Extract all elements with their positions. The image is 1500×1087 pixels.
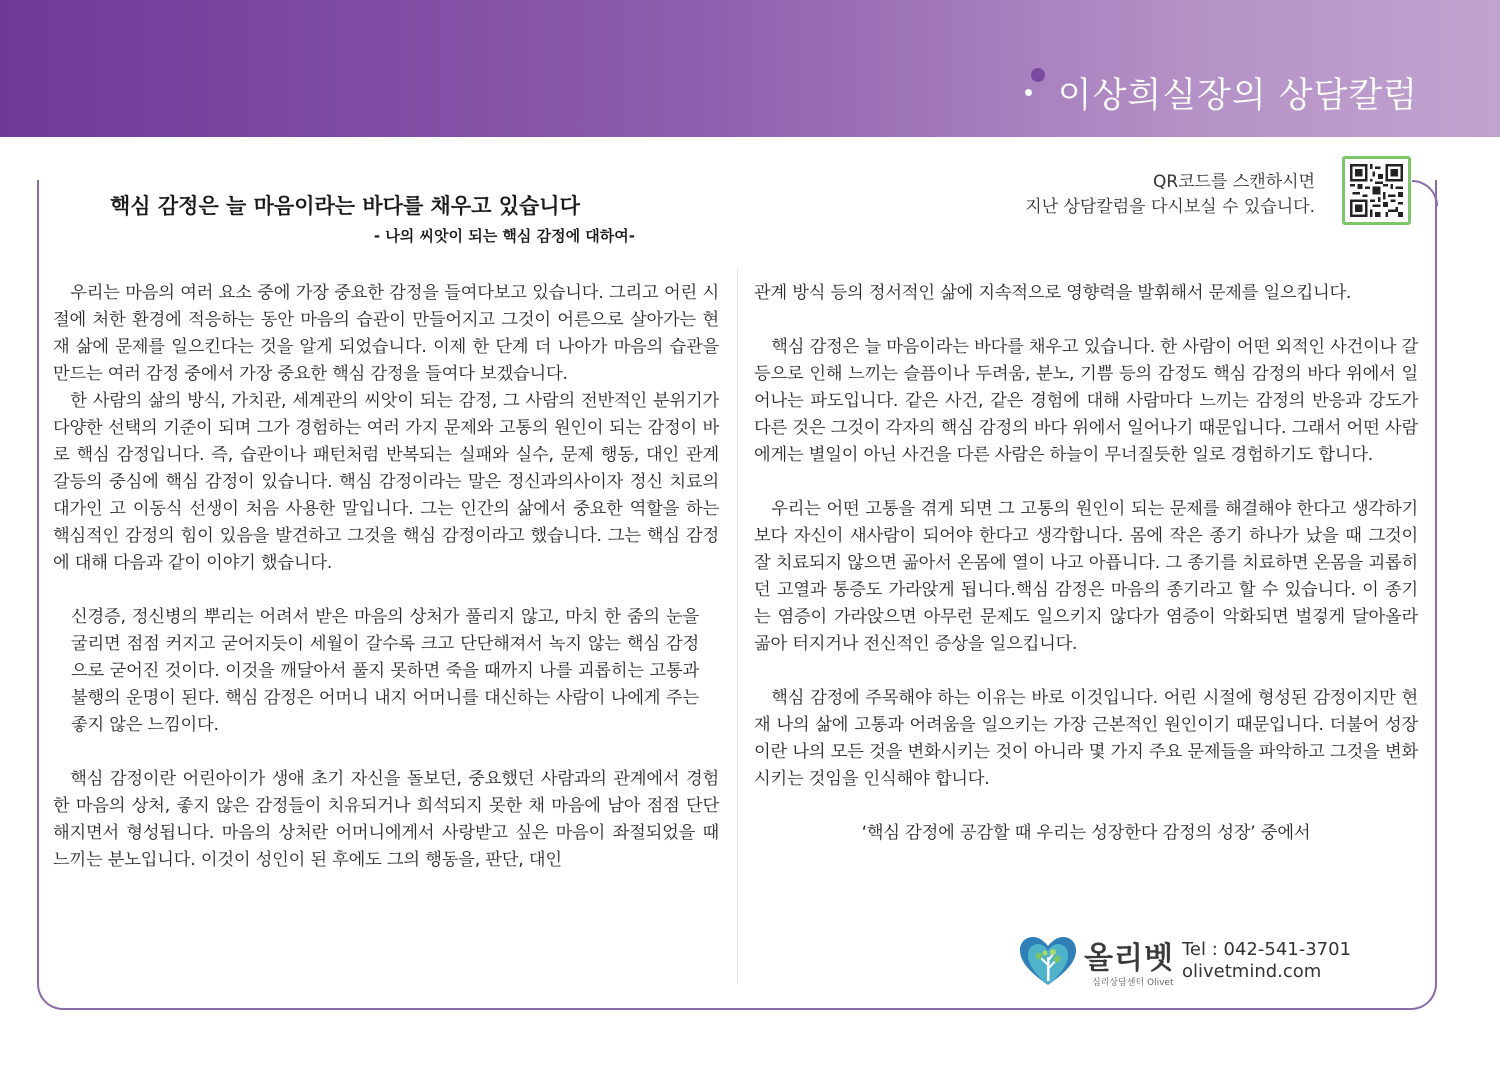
header-banner xyxy=(0,0,1500,137)
article-title: 핵심 감정은 늘 마음이라는 바다를 채우고 있습니다 xyxy=(110,194,580,218)
qr-caption-line-1: QR코드를 스캔하시면 xyxy=(1153,172,1315,192)
paragraph: 우리는 마음의 여러 요소 중에 가장 중요한 감정을 들여다보고 있습니다. 그리고 어린 시절에 처한 환경에 적응하는 동안 마음의 습관이 만들어지고 그것이 어른으로 살아가는 현재 삶에 문제를 일으킨다는 것을 알게 되었습니다. 이제 한 단계 더 나아가 마음의 습관을 만드는 여러 감정 중에서 가장 중요한 핵심 감정을 들여다 보겠습니다. xyxy=(53,283,719,384)
qr-caption-line-2: 지난 상담칼럼을 다시보실 수 있습니다. xyxy=(1025,197,1315,217)
brand-subtitle: 심리상담센터 Olivet xyxy=(1092,978,1174,988)
column-divider xyxy=(737,268,738,983)
paragraph: 핵심 감정에 주목해야 하는 이유는 바로 이것입니다. 어린 시절에 형성된 감정이지만 현재 나의 삶에 고통과 어려움을 일으키는 가장 근본적인 원인이기 때문입니다. 더불어 성장이란 나의 모든 것을 변화시키는 것이 아니라 몇 가지 주요 문제들을 파악하고 그것을 변화시키는 것임을 인식해야 합니다. xyxy=(754,688,1418,789)
article-right-column xyxy=(754,280,1418,847)
brand-name: 올리벳 xyxy=(1084,941,1174,976)
contact-phone: Tel : 042-541-3701 xyxy=(1182,939,1352,960)
block-quote: 신경증, 정신병의 뿌리는 어려서 받은 마음의 상처가 풀리지 않고, 마치 한 줌의 눈을 굴리면 점점 커지고 굳어지듯이 세월이 갈수록 크고 단단해져서 녹지 않는 핵심 감정으로 굳어진 것이다. 이것을 깨달아서 풀지 못하면 죽을 때까지 나를 괴롭히는 고통과 불행의 운명이 된다. 핵심 감정은 어머니 내지 어머니를 대신하는 사람이 나에게 주는 좋지 않은 느낌이다. xyxy=(71,607,699,735)
paragraph: 한 사람의 삶의 방식, 가치관, 세계관의 씨앗이 되는 감정, 그 사람의 전반적인 분위기가 다양한 선택의 기준이 되며 그가 경험하는 여러 가지 문제와 고통의 원인이 되는 감정이 바로 핵심 감정입니다. 즉, 습관이나 패턴처럼 반복되는 실패와 실수, 문제 행동, 대인 관계 갈등의 중심에 핵심 감정이 있습니다. 핵심 감정이라는 말은 정신과의사이자 정신 치료의 대가인 고 이동식 선생이 처음 사용한 말입니다. 그는 인간의 삶에서 중요한 역할을 하는 핵심적인 감정의 힘이 있음을 발견하고 그것을 핵심 감정이라고 했습니다. 그는 핵심 감정에 대해 다음과 같이 이야기 했습니다. xyxy=(53,391,719,573)
article-subtitle: - 나의 씨앗이 되는 핵심 감정에 대하여- xyxy=(373,227,635,245)
qr-caption xyxy=(895,170,1315,220)
paragraph: 핵심 감정이란 어린아이가 생애 초기 자신을 돌보던, 중요했던 사람과의 관계에서 경험한 마음의 상처, 좋지 않은 감정들이 치유되거나 희석되지 못한 채 마음에 남아 점점 단단해지면서 형성됩니다. 마음의 상처란 어머니에게서 사랑받고 싶은 마음이 좌절되었을 때 느끼는 분노입니다. 이것이 성인이 된 후에도 그의 행동을, 판단, 대인 xyxy=(53,769,719,870)
bullet-dot-small-icon xyxy=(1025,89,1032,96)
bullet-dot-large-icon xyxy=(1031,68,1045,82)
paragraph: 관계 방식 등의 정서적인 삶에 지속적으로 영향력을 발휘해서 문제를 일으킵니다. xyxy=(754,283,1352,303)
source-citation: ‘핵심 감정에 공감할 때 우리는 성장한다 감정의 성장’ 중에서 xyxy=(861,823,1311,843)
column-series-title: 이상희실장의 상담칼럼 xyxy=(1057,76,1418,116)
website-link[interactable]: olivetmind.com xyxy=(1182,961,1322,982)
paragraph: 우리는 어떤 고통을 겪게 되면 그 고통의 원인이 되는 문제를 해결해야 한다고 생각하기 보다 자신이 새사람이 되어야 한다고 생각합니다. 몸에 작은 종기 하나가 났을 때 그것이 잘 치료되지 않으면 곪아서 온몸에 열이 나고 아픕니다. 그 종기를 치료하면 온몸을 괴롭히던 고열과 통증도 가라앉게 됩니다.핵심 감정은 마음의 종기라고 할 수 있습니다. 이 종기는 염증이 가라앉으면 아무런 문제도 일으키지 않다가 염증이 악화되면 벌겋게 달아올라 곪아 터지거나 전신적인 증상을 일으킵니다. xyxy=(754,499,1418,654)
qr-code-icon[interactable] xyxy=(1342,156,1411,225)
article-left-column xyxy=(53,280,719,874)
heart-tree-logo-icon xyxy=(1018,935,1078,987)
paragraph: 핵심 감정은 늘 마음이라는 바다를 채우고 있습니다. 한 사람이 어떤 외적인 사건이나 갈등으로 인해 느끼는 슬픔이나 두려움, 분노, 기쁨 등의 감정도 핵심 감정의 바다 위에서 일어나는 파도입니다. 같은 사건, 같은 경험에 대해 사람마다 느끼는 감정의 반응과 강도가 다른 것은 그것이 각자의 핵심 감정의 바다 위에서 일어나기 때문입니다. 그래서 어떤 사람에게는 별일이 아닌 사건을 다른 사람은 하늘이 무너질듯한 일로 경험하기도 합니다. xyxy=(754,337,1418,465)
footer-brand xyxy=(1018,935,1352,990)
